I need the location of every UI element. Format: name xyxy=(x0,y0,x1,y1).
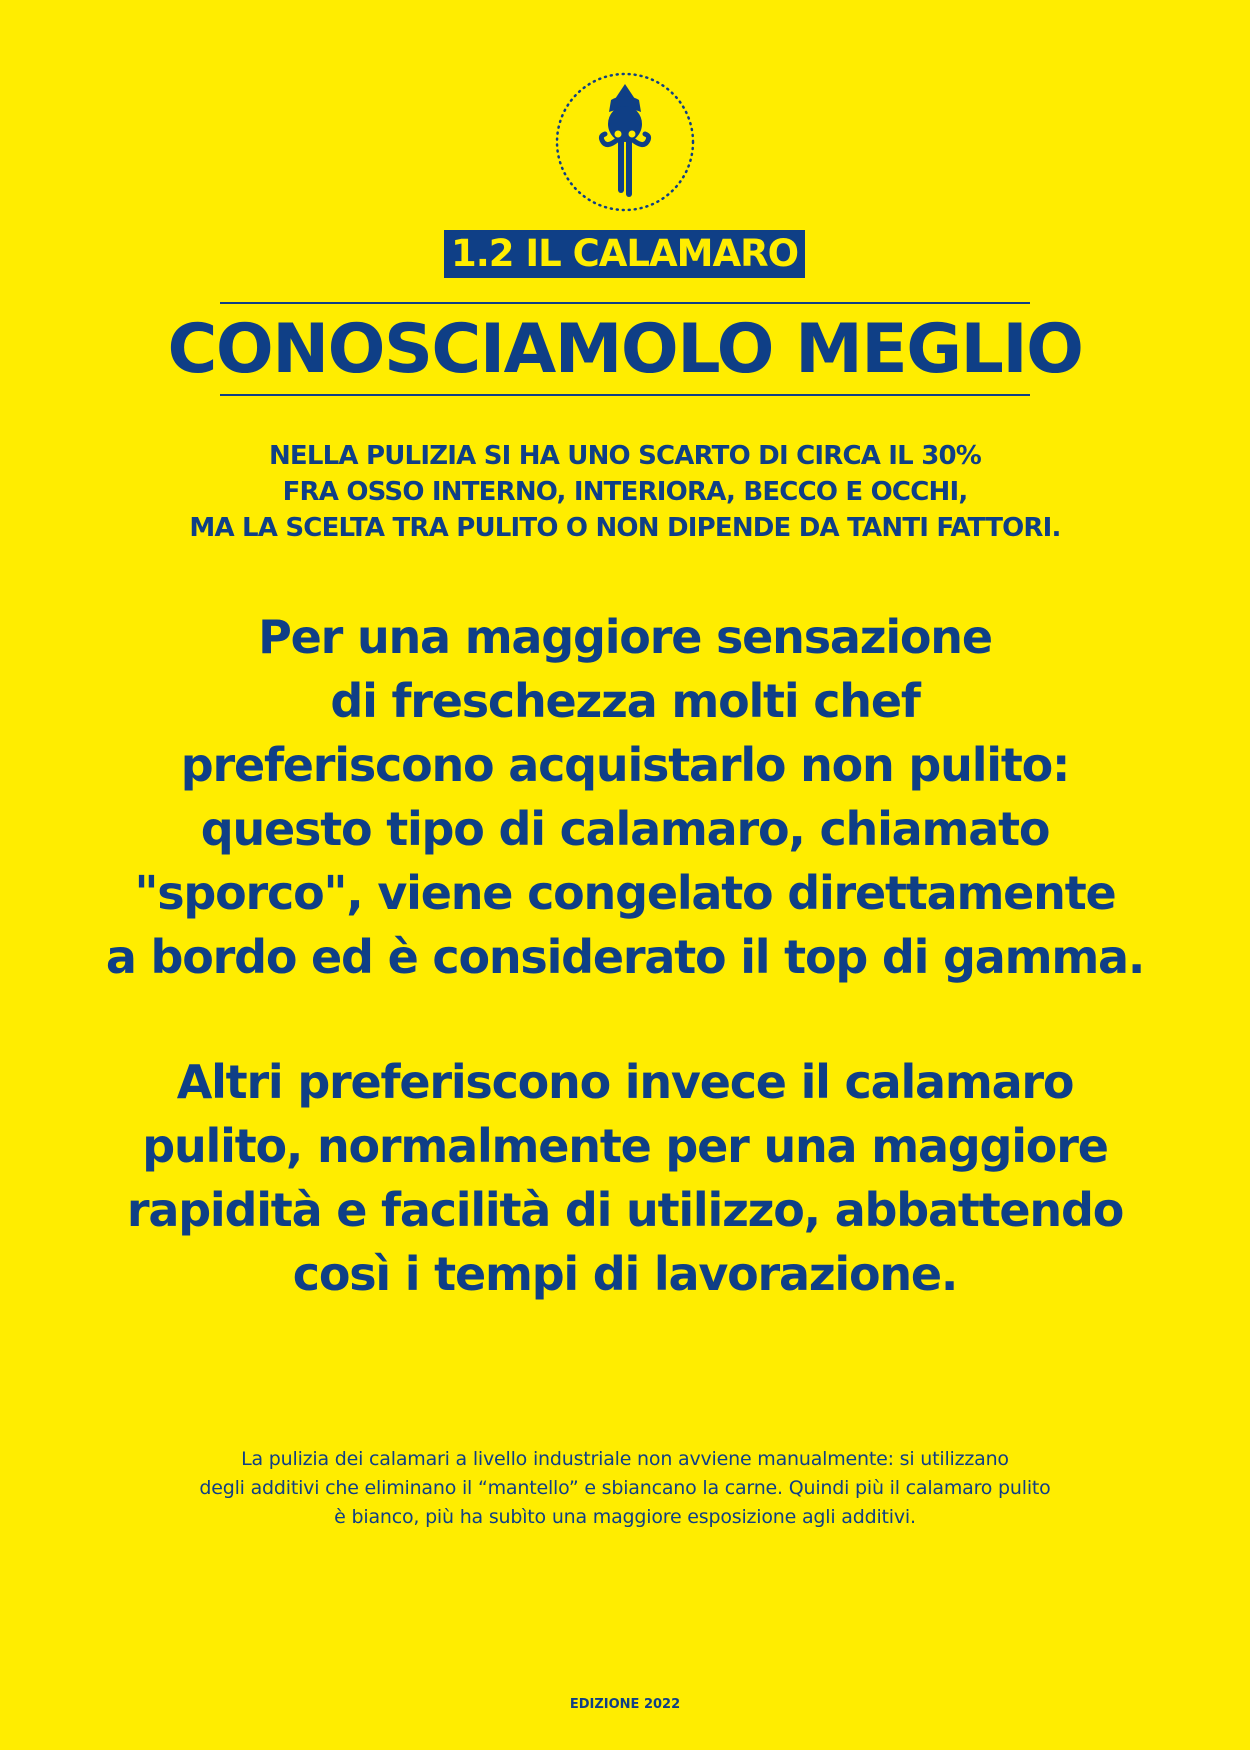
headline-rule-top xyxy=(220,302,1030,304)
footnote-line: degli additivi che eliminano il “mantello” e sbiancano la carne. Quindi più il calamaro pulito xyxy=(199,1477,1051,1499)
body-line: preferiscono acquistarlo non pulito: xyxy=(180,738,1070,792)
body-line: di freschezza molti chef xyxy=(330,674,920,728)
section-tag: 1.2 IL CALAMARO xyxy=(444,230,805,278)
headline-rule-bottom xyxy=(220,394,1030,396)
body-line: a bordo ed è considerato il top di gamma. xyxy=(105,930,1145,984)
footnote xyxy=(100,1445,1150,1532)
body-line: Altri preferiscono invece il calamaro xyxy=(176,1055,1074,1109)
body-line: pulito, normalmente per una maggiore xyxy=(142,1119,1108,1173)
body-line: Per una maggiore sensazione xyxy=(258,610,992,664)
page-title: CONOSCIAMOLO MEGLIO xyxy=(167,310,1083,389)
intro-line: NELLA PULIZIA SI HA UNO SCARTO DI CIRCA IL 30% xyxy=(268,441,982,471)
footnote-line: è bianco, più ha subìto una maggiore esposizione agli additivi. xyxy=(334,1506,916,1528)
edition-label: EDIZIONE 2022 xyxy=(569,1697,681,1712)
intro-line: FRA OSSO INTERNO, INTERIORA, BECCO E OCCHI, xyxy=(282,477,968,507)
body-line: "sporco", viene congelato direttamente xyxy=(134,866,1116,920)
squid-icon xyxy=(555,72,695,212)
footnote-line: La pulizia dei calamari a livello industriale non avviene manualmente: si utilizzano xyxy=(241,1448,1009,1470)
body-line: così i tempi di lavorazione. xyxy=(292,1247,958,1301)
body-line: rapidità e facilità di utilizzo, abbattendo xyxy=(126,1183,1124,1237)
body-paragraph-2 xyxy=(40,1050,1210,1306)
body-line: questo tipo di calamaro, chiamato xyxy=(200,802,1050,856)
body-paragraph-1 xyxy=(40,605,1210,989)
intro-text xyxy=(100,438,1150,546)
intro-line: MA LA SCELTA TRA PULITO O NON DIPENDE DA TANTI FATTORI. xyxy=(189,513,1061,543)
